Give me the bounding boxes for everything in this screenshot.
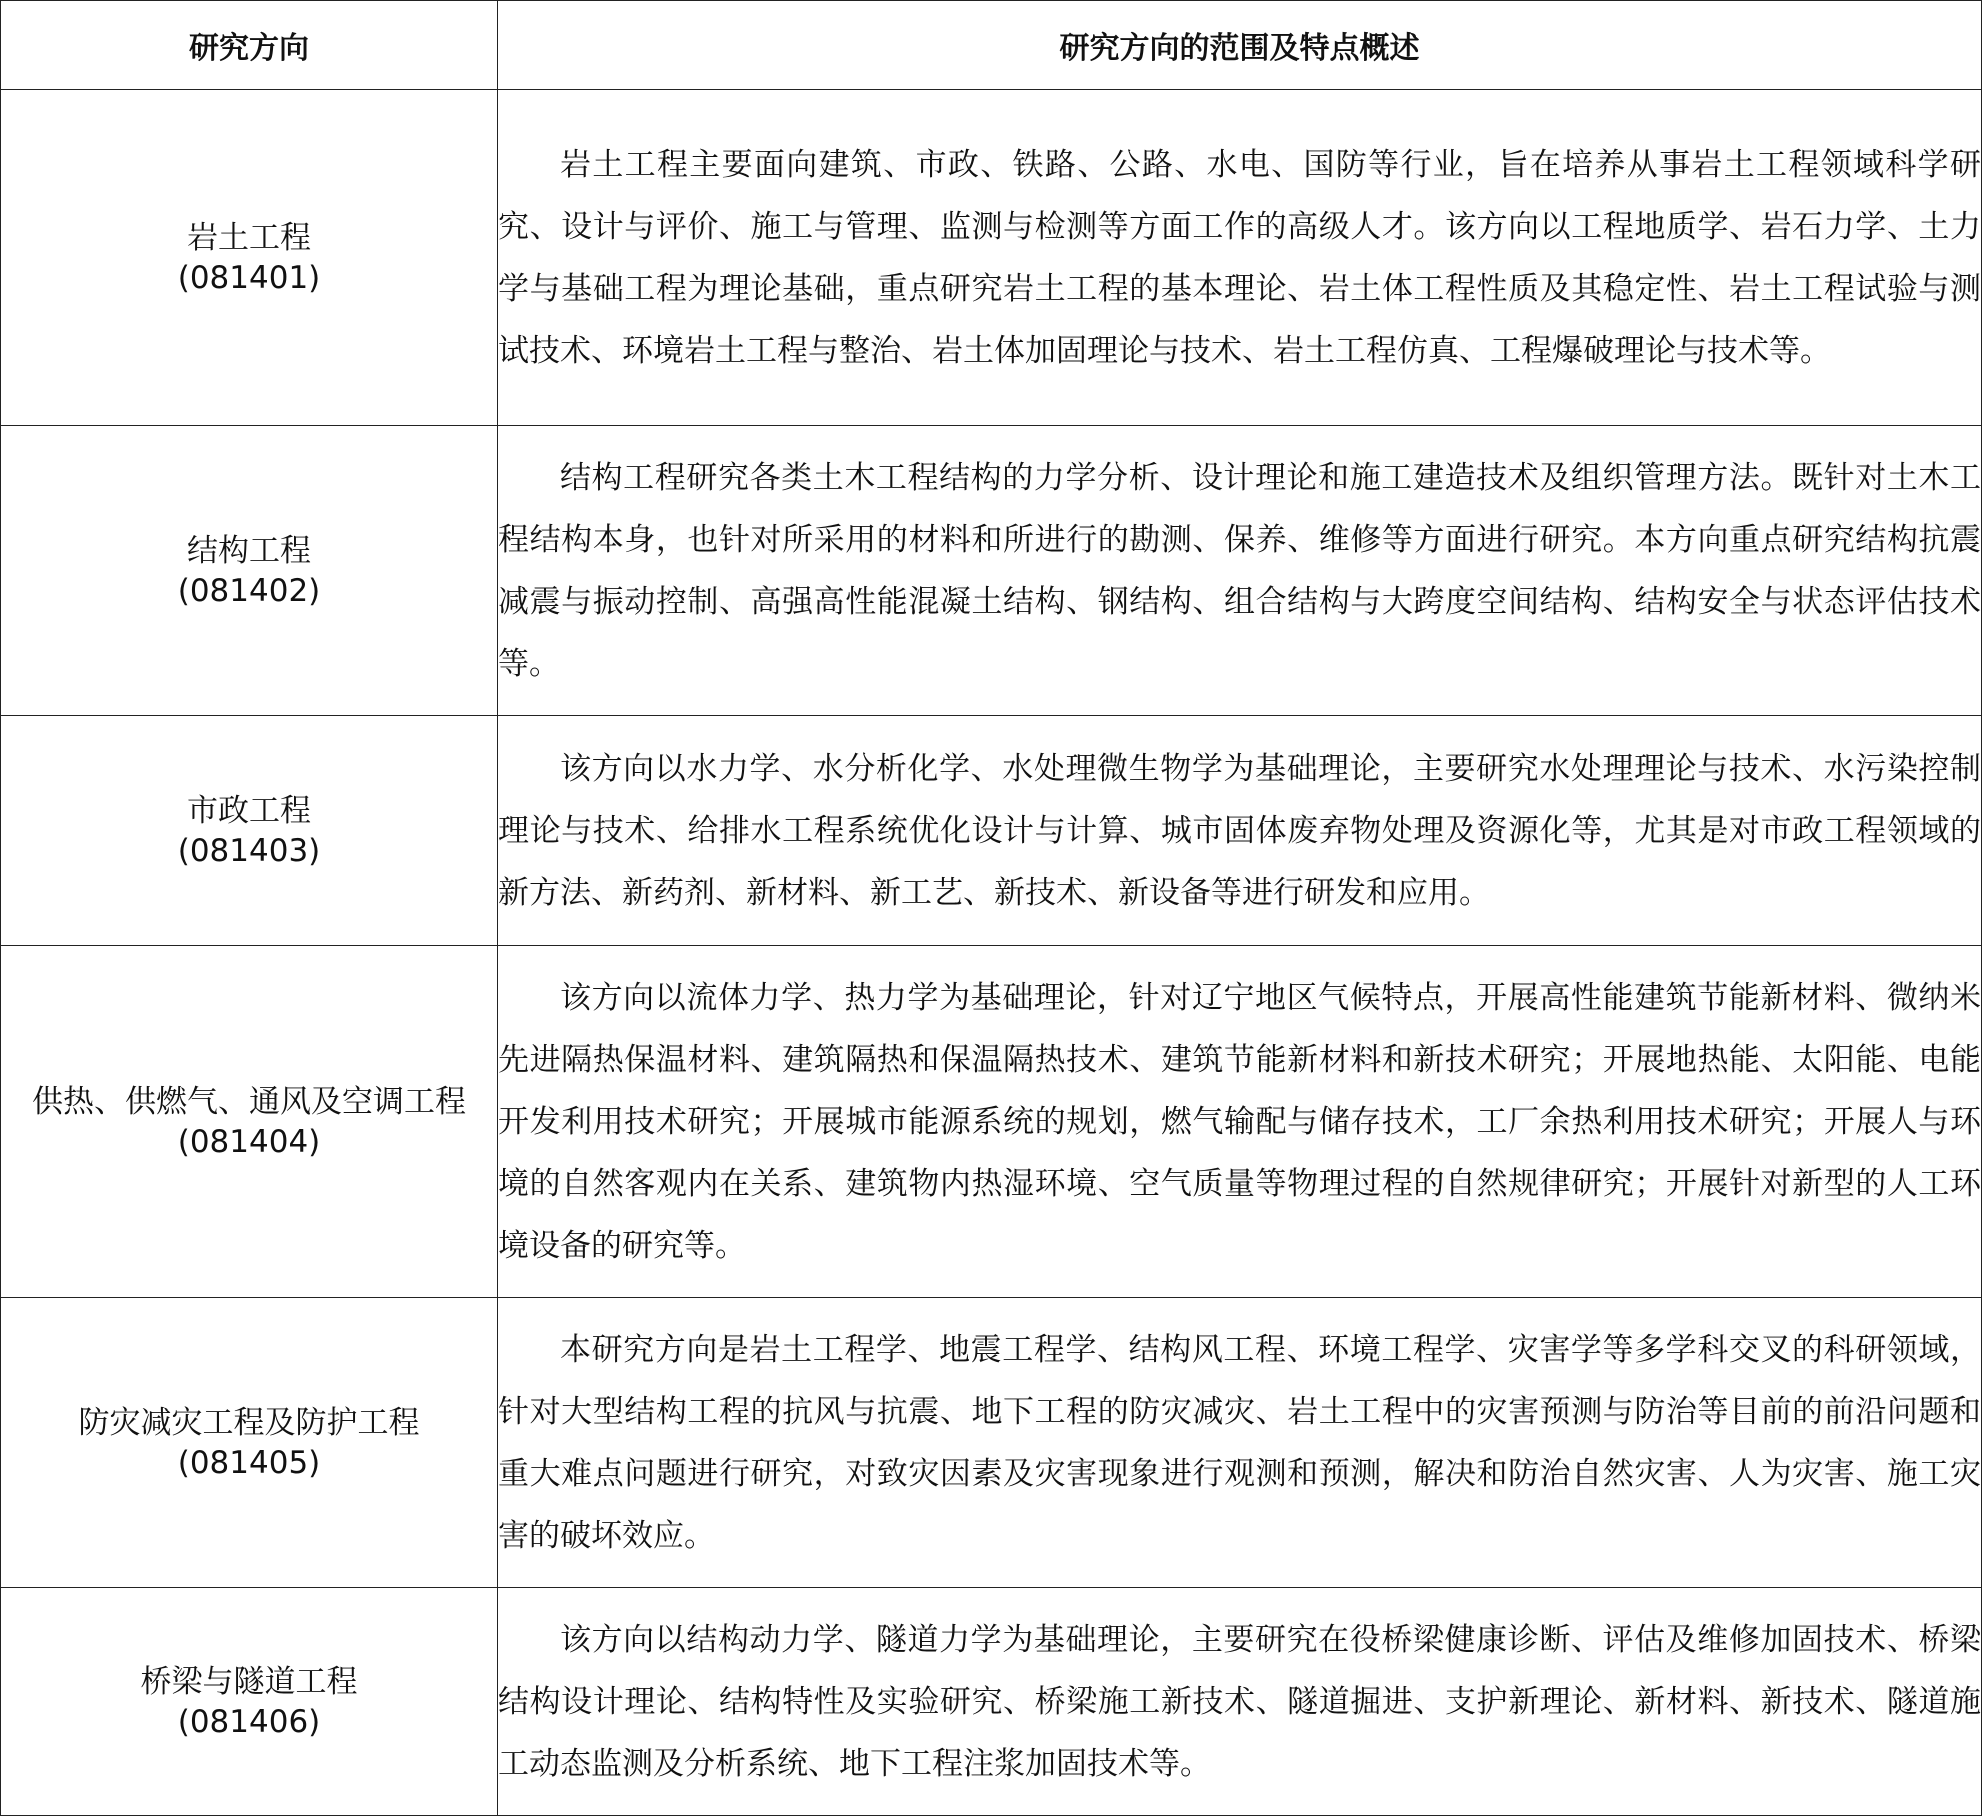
direction-code: (081406) <box>177 1703 321 1740</box>
direction-name: 桥梁与隧道工程 <box>140 1663 358 1700</box>
direction-description: 本研究方向是岩土工程学、地震工程学、结构风工程、环境工程学、灾害学等多学科交叉的科研领域，针对大型结构工程的抗风与抗震、地下工程的防灾减灾、岩土工程中的灾害预测与防治等目前的前沿问题和重大难点问题进行研究，对致灾因素及灾害现象进行观测和预测，解决和防治自然灾害、人为灾害、施工灾害的破坏效应。 <box>498 1331 1981 1554</box>
table-row <box>1 426 1982 716</box>
table-row <box>1 1298 1982 1588</box>
description-cell <box>498 716 1982 946</box>
direction-code: (081401) <box>177 259 321 296</box>
direction-cell <box>1 946 498 1298</box>
description-cell <box>498 1298 1982 1588</box>
direction-cell <box>1 90 498 426</box>
direction-code: (081405) <box>177 1444 321 1481</box>
direction-name: 岩土工程 <box>187 219 311 256</box>
direction-cell <box>1 1298 498 1588</box>
table-row <box>1 90 1982 426</box>
direction-cell <box>1 716 498 946</box>
direction-description: 该方向以水力学、水分析化学、水处理微生物学为基础理论，主要研究水处理理论与技术、水污染控制理论与技术、给排水工程系统优化设计与计算、城市固体废弃物处理及资源化等，尤其是对市政工程领域的新方法、新药剂、新材料、新工艺、新技术、新设备等进行研发和应用。 <box>498 750 1981 911</box>
direction-code: (081404) <box>177 1123 321 1160</box>
header-research-direction: 研究方向 <box>1 1 498 90</box>
header-scope-overview: 研究方向的范围及特点概述 <box>498 1 1982 90</box>
direction-code: (081402) <box>177 572 321 609</box>
direction-name: 市政工程 <box>187 792 311 829</box>
direction-code: (081403) <box>177 832 321 869</box>
direction-cell <box>1 426 498 716</box>
description-cell <box>498 946 1982 1298</box>
direction-description: 该方向以流体力学、热力学为基础理论，针对辽宁地区气候特点，开展高性能建筑节能新材料、微纳米先进隔热保温材料、建筑隔热和保温隔热技术、建筑节能新材料和新技术研究；开展地热能、太阳能、电能开发利用技术研究；开展城市能源系统的规划，燃气输配与储存技术，工厂余热利用技术研究；开展人与环境的自然客观内在关系、建筑物内热湿环境、空气质量等物理过程的自然规律研究；开展针对新型的人工环境设备的研究等。 <box>498 979 1981 1264</box>
direction-cell <box>1 1588 498 1816</box>
table-row <box>1 946 1982 1298</box>
direction-name: 防灾减灾工程及防护工程 <box>78 1404 420 1441</box>
direction-description: 该方向以结构动力学、隧道力学为基础理论，主要研究在役桥梁健康诊断、评估及维修加固技术、桥梁结构设计理论、结构特性及实验研究、桥梁施工新技术、隧道掘进、支护新理论、新材料、新技术、隧道施工动态监测及分析系统、地下工程注浆加固技术等。 <box>498 1621 1981 1782</box>
direction-description: 岩土工程主要面向建筑、市政、铁路、公路、水电、国防等行业，旨在培养从事岩土工程领域科学研究、设计与评价、施工与管理、监测与检测等方面工作的高级人才。该方向以工程地质学、岩石力学、土力学与基础工程为理论基础，重点研究岩土工程的基本理论、岩土体工程性质及其稳定性、岩土工程试验与测试技术、环境岩土工程与整治、岩土体加固理论与技术、岩土工程仿真、工程爆破理论与技术等。 <box>498 146 1981 369</box>
direction-name: 供热、供燃气、通风及空调工程 <box>32 1083 466 1120</box>
header-row <box>1 1 1982 90</box>
description-cell <box>498 90 1982 426</box>
direction-name: 结构工程 <box>187 532 311 569</box>
direction-description: 结构工程研究各类土木工程结构的力学分析、设计理论和施工建造技术及组织管理方法。既针对土木工程结构本身，也针对所采用的材料和所进行的勘测、保养、维修等方面进行研究。本方向重点研究结构抗震减震与振动控制、高强高性能混凝土结构、钢结构、组合结构与大跨度空间结构、结构安全与状态评估技术等。 <box>498 459 1981 682</box>
description-cell <box>498 426 1982 716</box>
table-row <box>1 1588 1982 1816</box>
description-cell <box>498 1588 1982 1816</box>
table-row <box>1 716 1982 946</box>
